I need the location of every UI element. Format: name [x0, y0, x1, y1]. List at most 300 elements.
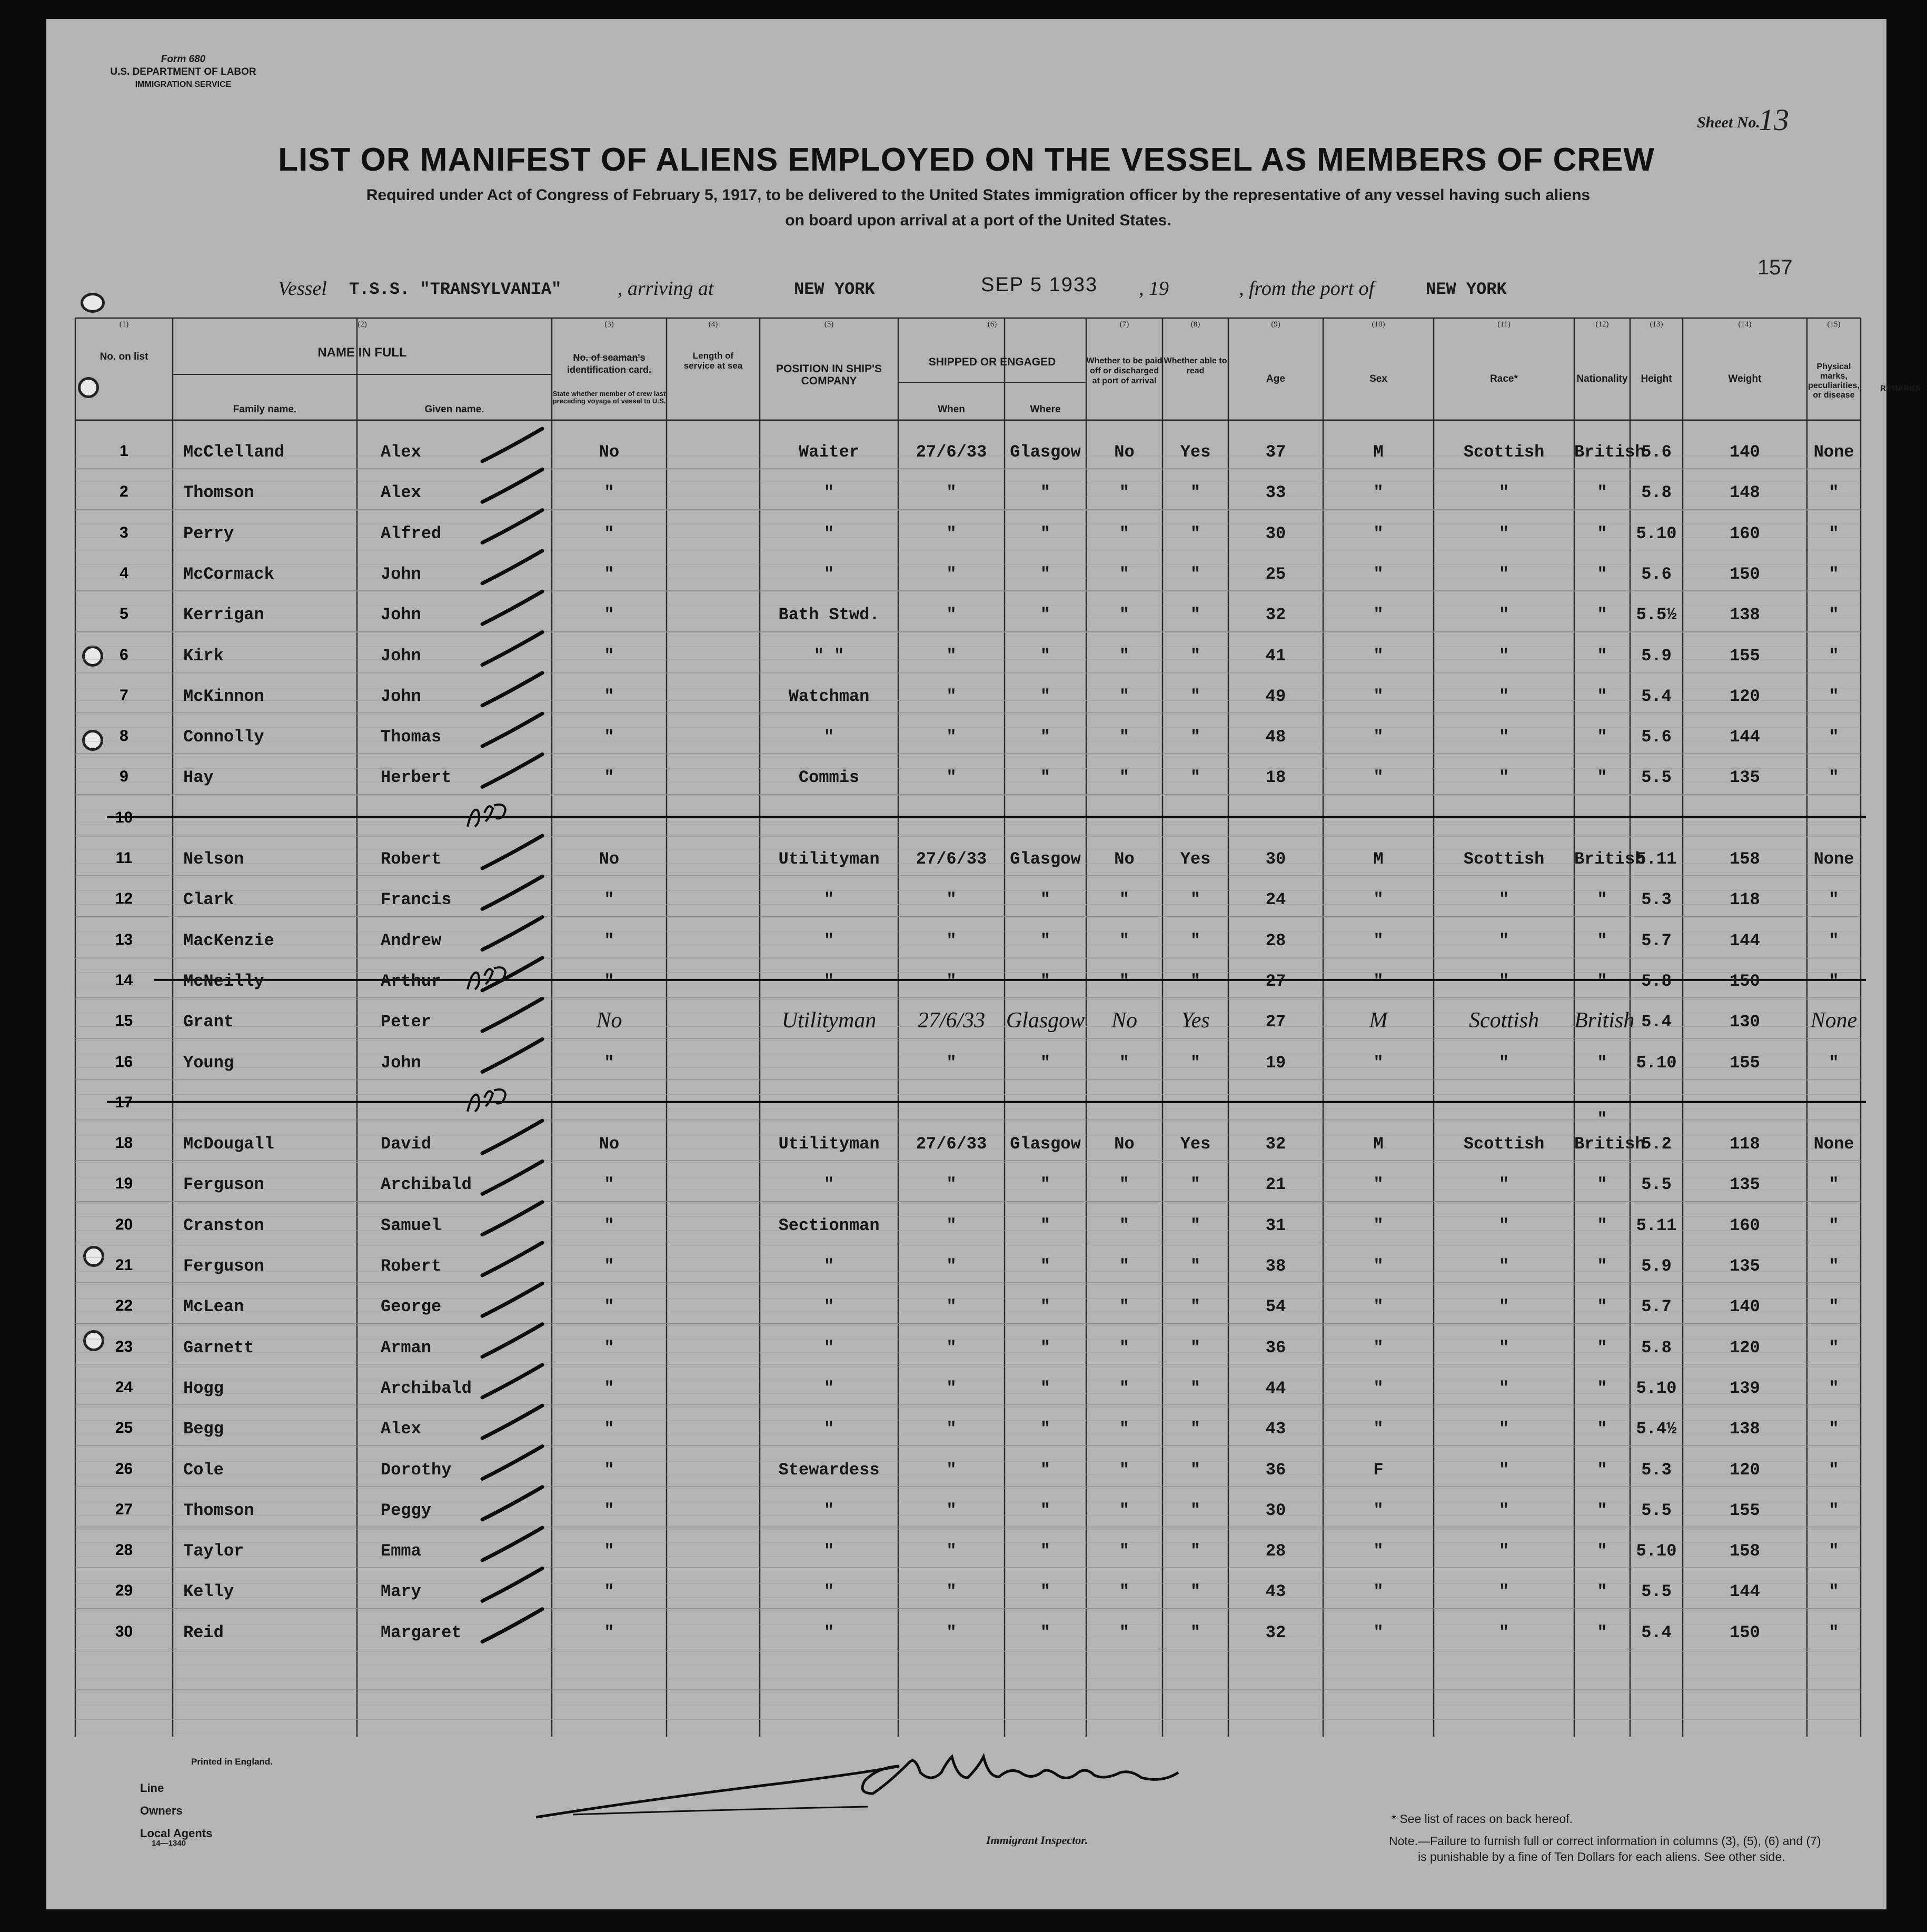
cell-shipped-when: 27/6/33 [917, 1008, 986, 1033]
handwritten-initials [468, 967, 505, 989]
from-port-label: , from the port of [1239, 278, 1375, 300]
cell-sex: " [1373, 727, 1384, 747]
form-title: LIST OR MANIFEST OF ALIENS EMPLOYED ON THE VESSEL AS MEMBERS OF CREW [278, 142, 1655, 178]
cell-shipped-when: " [946, 646, 957, 666]
cell-weight: 140 [1730, 1297, 1760, 1317]
cell-height: 5.11 [1636, 849, 1677, 869]
cell-age: 49 [1265, 686, 1286, 706]
cell-nationality: " [1597, 971, 1607, 991]
cell-paid-off: " [1119, 1541, 1130, 1561]
row-number: 28 [115, 1541, 133, 1559]
cell-seaman-card: " [604, 523, 614, 543]
cell-sex: " [1373, 890, 1384, 910]
header-remarks: REMARKS [1880, 384, 1920, 393]
cell-paid-off: " [1119, 768, 1130, 788]
cell-race: " [1498, 1622, 1509, 1642]
cell-seaman-card: " [604, 564, 614, 584]
check-mark [482, 1528, 542, 1560]
cell-paid-off: No [1114, 1134, 1135, 1154]
cell-nationality: " [1597, 483, 1607, 503]
manifest-sheet [46, 19, 1920, 1909]
cell-sex: M [1373, 442, 1384, 462]
cell-shipped-when: " [946, 1541, 957, 1561]
row-number: 27 [115, 1500, 133, 1518]
row-number: 15 [115, 1012, 133, 1030]
cell-able-to-read: " [1190, 1215, 1201, 1235]
check-mark [482, 510, 542, 543]
cell-height: 5.4½ [1636, 1419, 1677, 1439]
cell-able-to-read: " [1190, 1419, 1201, 1439]
cell-physical-marks: " [1829, 1256, 1839, 1276]
cell-height: 5.5 [1641, 1175, 1672, 1195]
cell-sex: " [1373, 1215, 1384, 1235]
cell-paid-off: " [1119, 930, 1130, 950]
corner-number: 157 [1757, 256, 1793, 279]
cell-position: " [823, 1337, 835, 1358]
cell-able-to-read: " [1190, 1378, 1201, 1398]
cell-given-name: Herbert [381, 768, 452, 788]
cell-weight: 130 [1730, 1012, 1760, 1032]
cell-race: " [1498, 605, 1509, 625]
cell-age: 38 [1265, 1256, 1286, 1276]
header-position: POSITION IN SHIP'S COMPANY [776, 363, 882, 387]
vessel-label: Vessel [278, 278, 327, 300]
cell-able-to-read: " [1190, 1175, 1201, 1195]
cell-age: 36 [1265, 1337, 1286, 1358]
cell-given-name: Archibald [381, 1378, 472, 1398]
cell-physical-marks: " [1829, 523, 1839, 543]
cell-able-to-read: " [1190, 727, 1201, 747]
cell-position: " [823, 1256, 835, 1276]
cell-paid-off: " [1119, 1622, 1130, 1642]
cell-race: " [1498, 523, 1509, 543]
cell-height: 5.2 [1641, 1134, 1672, 1154]
cell-given-name: Margaret [381, 1622, 462, 1642]
arriving-label: , arriving at [618, 278, 714, 300]
cell-position: Waiter [798, 442, 860, 462]
cell-sex: " [1373, 1297, 1384, 1317]
cell-age: 43 [1265, 1582, 1286, 1602]
form-subtitle-continued: on board upon arrival at a port of the United States. [785, 212, 1171, 229]
cell-seaman-card: " [604, 1500, 614, 1520]
cell-given-name: Alfred [381, 523, 442, 543]
cell-sex: " [1373, 1256, 1384, 1276]
cell-race: " [1498, 971, 1509, 991]
cell-race: Scottish [1463, 442, 1545, 462]
department-name: U.S. DEPARTMENT OF LABOR [110, 66, 256, 77]
cell-family-name: Thomson [183, 1500, 254, 1520]
cell-seaman-card: " [604, 1419, 614, 1439]
cell-given-name: Alex [381, 442, 421, 462]
check-mark [482, 1487, 542, 1520]
check-mark [482, 551, 542, 583]
check-mark [482, 1121, 542, 1153]
cell-weight: 120 [1730, 686, 1760, 706]
cell-shipped-when: " [946, 1256, 957, 1276]
row-number: 5 [120, 605, 128, 623]
cell-age: 28 [1265, 1541, 1286, 1561]
cell-position: " [823, 890, 835, 910]
cell-seaman-card: " [604, 1256, 614, 1276]
header-able-to-read: Whether able to read [1164, 356, 1227, 375]
cell-position: " [823, 1622, 835, 1642]
cell-nationality: " [1597, 1500, 1607, 1520]
cell-seaman-card: " [604, 1215, 614, 1235]
row-number: 16 [115, 1053, 133, 1071]
cell-given-name: John [381, 686, 421, 706]
cell-physical-marks: None [1813, 442, 1854, 462]
cell-family-name: MacKenzie [183, 930, 274, 950]
cell-shipped-where: Glasgow [1006, 1008, 1085, 1033]
cell-seaman-card: " [604, 1175, 614, 1195]
header-weight: Weight [1728, 373, 1762, 384]
cell-nationality: " [1597, 646, 1607, 666]
cell-race: Scottish [1469, 1008, 1539, 1033]
cell-height: 5.4 [1641, 1622, 1672, 1642]
cell-nationality: " [1597, 1175, 1607, 1195]
column-number: (13) [1650, 320, 1663, 329]
header-given-name: Given name. [424, 404, 484, 415]
cell-shipped-where: Glasgow [1010, 849, 1081, 869]
cell-height: 5.9 [1641, 646, 1672, 666]
row-number: 1 [120, 442, 128, 460]
cell-sex: M [1373, 849, 1384, 869]
cell-paid-off: " [1119, 1256, 1130, 1276]
cell-given-name: Archibald [381, 1175, 472, 1195]
cell-position: Utilityman [778, 849, 880, 869]
cell-age: 31 [1265, 1215, 1286, 1235]
cell-seaman-card: " [604, 1541, 614, 1561]
cell-weight: 158 [1730, 1541, 1760, 1561]
cell-age: 24 [1265, 890, 1286, 910]
cell-sex: " [1373, 1337, 1384, 1358]
cell-shipped-where: " [1040, 1582, 1051, 1602]
cell-paid-off: " [1119, 1500, 1130, 1520]
cell-physical-marks: " [1829, 1582, 1839, 1602]
row-number: 4 [120, 564, 128, 582]
cell-race: " [1498, 1541, 1509, 1561]
cell-age: 48 [1265, 727, 1286, 747]
cell-given-name: Samuel [381, 1215, 442, 1235]
cell-race: Scottish [1463, 1134, 1545, 1154]
cell-shipped-when: " [946, 971, 957, 991]
cell-family-name: Young [183, 1053, 234, 1073]
cell-weight: 155 [1730, 646, 1760, 666]
cell-sex: " [1373, 605, 1384, 625]
cell-shipped-when: " [946, 727, 957, 747]
cell-able-to-read: " [1190, 1500, 1201, 1520]
cell-family-name: McKinnon [183, 686, 264, 706]
cell-shipped-where: " [1040, 1337, 1051, 1358]
cell-physical-marks: " [1829, 564, 1839, 584]
cell-shipped-where: " [1040, 727, 1051, 747]
cell-paid-off: No [1114, 849, 1135, 869]
cell-height: 5.5½ [1636, 605, 1677, 625]
header-physical-marks: Physical marks, peculiarities, or disease [1808, 362, 1860, 400]
cell-family-name: Hay [183, 768, 214, 788]
cell-shipped-where: " [1040, 1541, 1051, 1561]
cell-shipped-when: " [946, 1622, 957, 1642]
cell-family-name: Ferguson [183, 1256, 264, 1276]
cell-paid-off: " [1119, 1419, 1130, 1439]
cell-given-name: John [381, 646, 421, 666]
row-number: 17 [115, 1093, 133, 1111]
cell-shipped-where: " [1040, 523, 1051, 543]
cell-paid-off: " [1119, 564, 1130, 584]
header-shipped-or-engaged: SHIPPED OR ENGAGED [928, 356, 1056, 368]
cell-given-name: John [381, 605, 421, 625]
cell-family-name: Kirk [183, 646, 224, 666]
cell-physical-marks: " [1829, 1215, 1839, 1235]
cell-able-to-read: " [1190, 523, 1201, 543]
cell-physical-marks: " [1829, 646, 1839, 666]
cell-position: " [823, 727, 835, 747]
cell-height: 5.4 [1641, 1012, 1672, 1032]
cell-sex: " [1373, 564, 1384, 584]
cell-seaman-card: " [604, 1053, 614, 1073]
cell-position: Utilityman [778, 1134, 880, 1154]
cell-sex: F [1373, 1460, 1384, 1480]
cell-position: " [823, 1175, 835, 1195]
cell-age: 32 [1265, 605, 1286, 625]
cell-nationality: " [1597, 605, 1607, 625]
cell-race: " [1498, 686, 1509, 706]
cell-able-to-read: " [1190, 890, 1201, 910]
cell-position: Utilityman [781, 1008, 877, 1033]
cell-able-to-read: " [1190, 1541, 1201, 1561]
cell-given-name: Emma [381, 1541, 421, 1561]
cell-weight: 150 [1730, 971, 1760, 991]
cell-seaman-card: " [604, 605, 614, 625]
cell-paid-off: " [1119, 727, 1130, 747]
service-name: IMMIGRATION SERVICE [135, 80, 232, 89]
cell-seaman-card: " [604, 1582, 614, 1602]
form-number: Form 680 [161, 54, 206, 65]
cell-shipped-where: " [1040, 1500, 1051, 1520]
cell-height: 5.7 [1641, 930, 1672, 950]
cell-weight: 150 [1730, 1622, 1760, 1642]
cell-able-to-read: Yes [1181, 1008, 1210, 1033]
cell-race: " [1498, 727, 1509, 747]
cell-weight: 144 [1730, 930, 1760, 950]
cell-weight: 135 [1730, 768, 1760, 788]
cell-family-name: Cranston [183, 1215, 264, 1235]
cell-sex: " [1373, 1419, 1384, 1439]
arriving-port: NEW YORK [794, 280, 875, 299]
cell-position: " [823, 1582, 835, 1602]
cell-given-name: Andrew [381, 930, 442, 950]
cell-sex: " [1373, 971, 1384, 991]
cell-paid-off: " [1119, 1582, 1130, 1602]
cell-physical-marks: None [1810, 1008, 1858, 1033]
column-number: (6) [987, 320, 997, 329]
inspector-label: Immigrant Inspector. [986, 1834, 1088, 1847]
cell-age: 30 [1265, 523, 1286, 543]
cell-family-name: Kerrigan [183, 605, 264, 625]
cell-shipped-when: " [946, 1297, 957, 1317]
cell-paid-off: " [1119, 1215, 1130, 1235]
cell-able-to-read: " [1190, 605, 1201, 625]
cell-race: " [1498, 1500, 1509, 1520]
cell-race: " [1498, 1582, 1509, 1602]
cell-family-name: Thomson [183, 483, 254, 503]
column-number: (5) [824, 320, 834, 329]
cell-sex: " [1373, 1582, 1384, 1602]
cell-age: 33 [1265, 483, 1286, 503]
cell-position: Watchman [788, 686, 870, 706]
cell-weight: 138 [1730, 1419, 1760, 1439]
column-number: (8) [1190, 320, 1200, 329]
cell-seaman-card: " [604, 1460, 614, 1480]
header-length-of-service: Length of service at sea [683, 351, 743, 371]
cell-paid-off: " [1119, 1378, 1130, 1398]
cell-shipped-when: " [946, 686, 957, 706]
cell-given-name: Robert [381, 849, 442, 869]
cell-position: " [823, 1419, 835, 1439]
cell-physical-marks: " [1829, 1500, 1839, 1520]
from-port: NEW YORK [1426, 280, 1507, 299]
cell-position: " [823, 564, 835, 584]
row-number: 29 [115, 1582, 133, 1600]
cell-family-name: Perry [183, 523, 234, 543]
cell-race: " [1498, 1419, 1509, 1439]
cell-weight: 140 [1730, 442, 1760, 462]
inspector-signature [536, 1757, 1178, 1817]
cell-family-name: Taylor [183, 1541, 244, 1561]
cell-weight: 150 [1730, 564, 1760, 584]
cell-age: 28 [1265, 930, 1286, 950]
row-number: 25 [115, 1419, 133, 1437]
row-number: 11 [115, 849, 133, 867]
cell-shipped-when: " [946, 1500, 957, 1520]
cell-weight: 138 [1730, 605, 1760, 625]
cell-sex: " [1373, 1053, 1384, 1073]
cell-nationality: " [1597, 564, 1607, 584]
sheet-number: 13 [1759, 103, 1789, 137]
cell-height: 5.5 [1641, 1582, 1672, 1602]
cell-weight: 155 [1730, 1500, 1760, 1520]
cell-shipped-when: " [946, 483, 957, 503]
cell-seaman-card: No [599, 849, 620, 869]
cell-nationality: British [1574, 1134, 1645, 1154]
row-number: 10 [115, 808, 133, 826]
cell-physical-marks: " [1829, 1297, 1839, 1317]
check-mark [482, 1609, 542, 1642]
cell-given-name: Alex [381, 1419, 421, 1439]
cell-race: " [1498, 1256, 1509, 1276]
cell-family-name: McLean [183, 1297, 244, 1317]
cell-shipped-where: " [1040, 1297, 1051, 1317]
cell-height: 5.3 [1641, 890, 1672, 910]
cell-nationality: " [1597, 890, 1607, 910]
cell-height: 5.5 [1641, 1500, 1672, 1520]
check-mark [482, 429, 542, 461]
cell-seaman-card: No [596, 1008, 622, 1033]
cell-race: " [1498, 1175, 1509, 1195]
cell-given-name: Mary [381, 1582, 421, 1602]
cell-able-to-read: " [1190, 930, 1201, 950]
cell-seaman-card: " [604, 1378, 614, 1398]
cell-height: 5.6 [1641, 727, 1672, 747]
cell-seaman-card: " [604, 1622, 614, 1642]
cell-weight: 120 [1730, 1460, 1760, 1480]
cell-shipped-when: " [946, 605, 957, 625]
cell-family-name: McCormack [183, 564, 274, 584]
cell-seaman-card: " [604, 1337, 614, 1358]
check-mark [482, 1202, 542, 1235]
cell-sex: " [1373, 686, 1384, 706]
cell-seaman-card: " [604, 646, 614, 666]
cell-family-name: Reid [183, 1622, 224, 1642]
header-seaman-card: No. of seaman's identification card. [567, 352, 652, 375]
cell-shipped-when: " [946, 1378, 957, 1398]
cell-weight: 118 [1730, 1134, 1760, 1154]
cell-family-name: Grant [183, 1012, 234, 1032]
cell-family-name: Cole [183, 1460, 224, 1480]
cell-sex: " [1373, 1500, 1384, 1520]
cell-age: 21 [1265, 1175, 1286, 1195]
header-when: When [938, 404, 965, 415]
cell-nationality: " [1597, 1297, 1607, 1317]
cell-position: " [823, 1378, 835, 1398]
row-number: 23 [115, 1337, 133, 1355]
check-mark [482, 1161, 542, 1194]
row-number: 19 [115, 1175, 133, 1193]
cell-shipped-when: " [946, 1215, 957, 1235]
cell-physical-marks: " [1829, 890, 1839, 910]
check-mark [482, 1039, 542, 1072]
check-mark [482, 1446, 542, 1479]
cell-nationality: British [1574, 442, 1645, 462]
cell-paid-off: " [1119, 605, 1130, 625]
row-number: 2 [120, 483, 128, 501]
cell-height: 5.6 [1641, 564, 1672, 584]
cell-physical-marks: " [1829, 1378, 1839, 1398]
cell-able-to-read: Yes [1180, 1134, 1211, 1154]
row-number: 26 [115, 1460, 133, 1478]
cell-shipped-where: " [1040, 1053, 1051, 1073]
header-seaman-card-note: State whether member of crew last preceding voyage of vessel to U.S. [552, 390, 666, 405]
cell-nationality: " [1597, 1215, 1607, 1235]
cell-nationality: " [1597, 930, 1607, 950]
column-number: (1) [119, 320, 129, 329]
cell-sex: M [1373, 1134, 1384, 1154]
header-nationality: Nationality [1576, 373, 1628, 384]
cell-shipped-when: " [946, 523, 957, 543]
cell-able-to-read: " [1190, 971, 1201, 991]
cell-shipped-where: " [1040, 768, 1051, 788]
cell-race: " [1498, 1297, 1509, 1317]
cell-race: " [1498, 1460, 1509, 1480]
cell-physical-marks: " [1829, 727, 1839, 747]
cell-able-to-read: " [1190, 686, 1201, 706]
column-number: (12) [1595, 320, 1609, 329]
year-label: , 19 [1139, 278, 1169, 300]
cell-seaman-card: " [604, 483, 614, 503]
handwritten-initials [468, 805, 505, 827]
cell-physical-marks: " [1829, 686, 1839, 706]
column-number: (4) [708, 320, 718, 329]
cell-paid-off: " [1119, 646, 1130, 666]
cell-shipped-where: " [1040, 686, 1051, 706]
cell-family-name: Nelson [183, 849, 244, 869]
signature-underline [573, 1807, 868, 1815]
cell-position: " [823, 1541, 835, 1561]
cell-race: " [1498, 930, 1509, 950]
cell-nationality: British [1574, 1008, 1635, 1033]
cell-age: 18 [1265, 768, 1286, 788]
penalty-note-continued: is punishable by a fine of Ten Dollars for each aliens. See other side. [1418, 1850, 1785, 1864]
